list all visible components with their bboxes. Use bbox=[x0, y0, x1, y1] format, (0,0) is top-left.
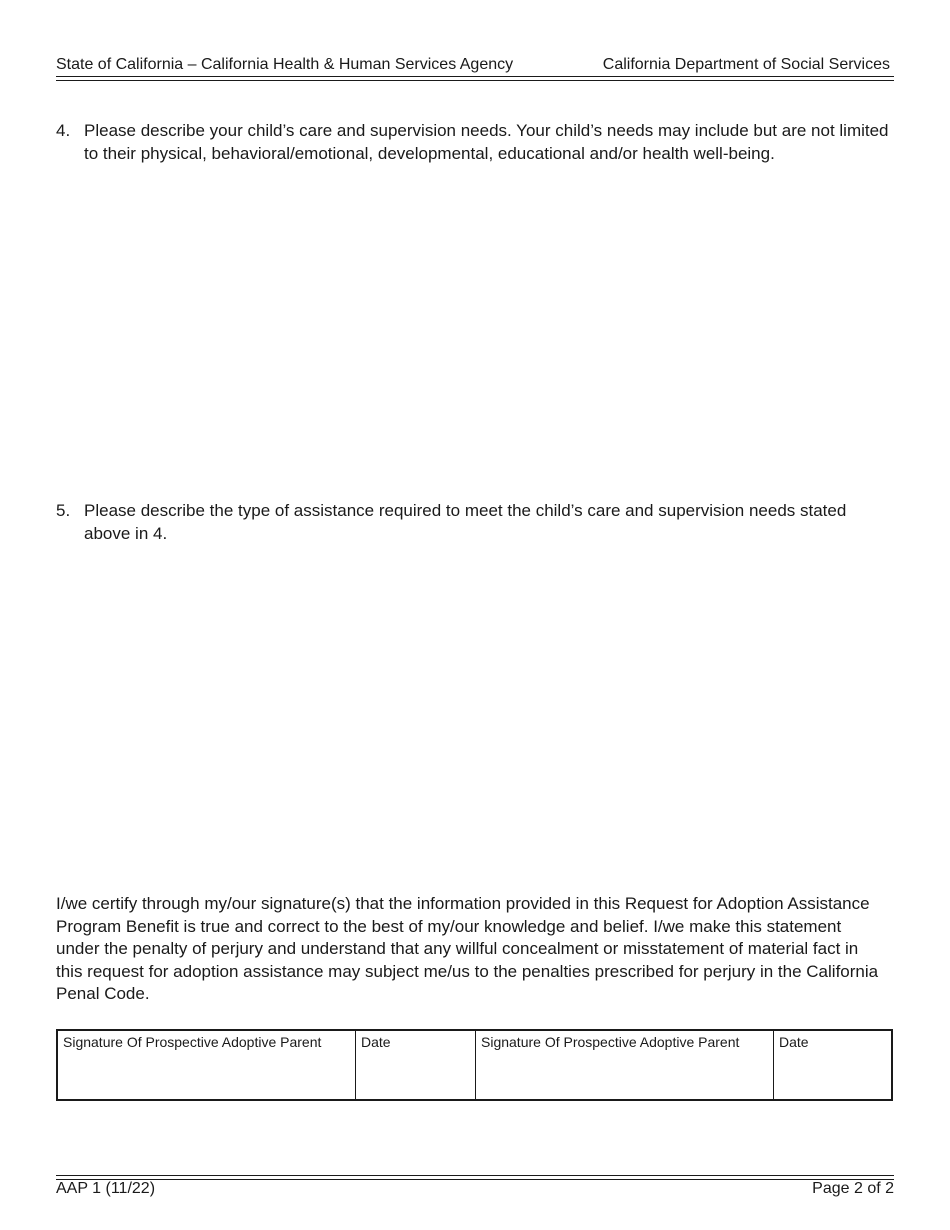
header-divider bbox=[56, 76, 894, 81]
signature-table bbox=[56, 1029, 893, 1101]
question-4 bbox=[56, 120, 896, 165]
date-label: Date bbox=[361, 1034, 391, 1050]
date-label: Date bbox=[779, 1034, 809, 1050]
form-id: AAP 1 (11/22) bbox=[56, 1180, 156, 1197]
question-5-text: Please describe the type of assistance required to meet the child’s care and supervision needs stated above in 4. bbox=[84, 501, 847, 543]
page-number: Page 2 of 2 bbox=[812, 1180, 894, 1197]
header-agency: State of California – California Health & Human Services Agency bbox=[56, 56, 514, 73]
date-field-parent-1[interactable] bbox=[356, 1031, 476, 1099]
question-5-answer-area[interactable] bbox=[84, 552, 894, 872]
question-4-answer-area[interactable] bbox=[84, 170, 894, 480]
signature-label: Signature Of Prospective Adoptive Parent bbox=[481, 1034, 740, 1050]
page-header bbox=[56, 52, 894, 74]
question-5 bbox=[56, 500, 896, 545]
date-field-parent-2[interactable] bbox=[774, 1031, 891, 1099]
certification-statement: I/we certify through my/our signature(s) that the information provided in this Request for Adoption Assistance Program Benefit is true and correct to the best of my/our knowledge and belief. I/we make this statement under the penalty of perjury and understand that any willful concealment or misstatement of material fact in this request for adoption assistance may subject me/us to the penalties prescribed for perjury in the California Penal Code. bbox=[56, 894, 879, 1003]
signature-label: Signature Of Prospective Adoptive Parent bbox=[63, 1034, 322, 1050]
question-4-number: 4. bbox=[56, 121, 71, 140]
header-department: California Department of Social Services bbox=[602, 56, 890, 73]
question-5-number: 5. bbox=[56, 501, 71, 520]
signature-field-parent-2[interactable] bbox=[476, 1031, 774, 1099]
signature-field-parent-1[interactable] bbox=[58, 1031, 356, 1099]
question-4-text: Please describe your child’s care and supervision needs. Your child’s needs may include but are not limited to their physical, behavioral/emotional, developmental, educational and/or health well-being. bbox=[84, 121, 889, 163]
page-footer bbox=[56, 1179, 894, 1199]
